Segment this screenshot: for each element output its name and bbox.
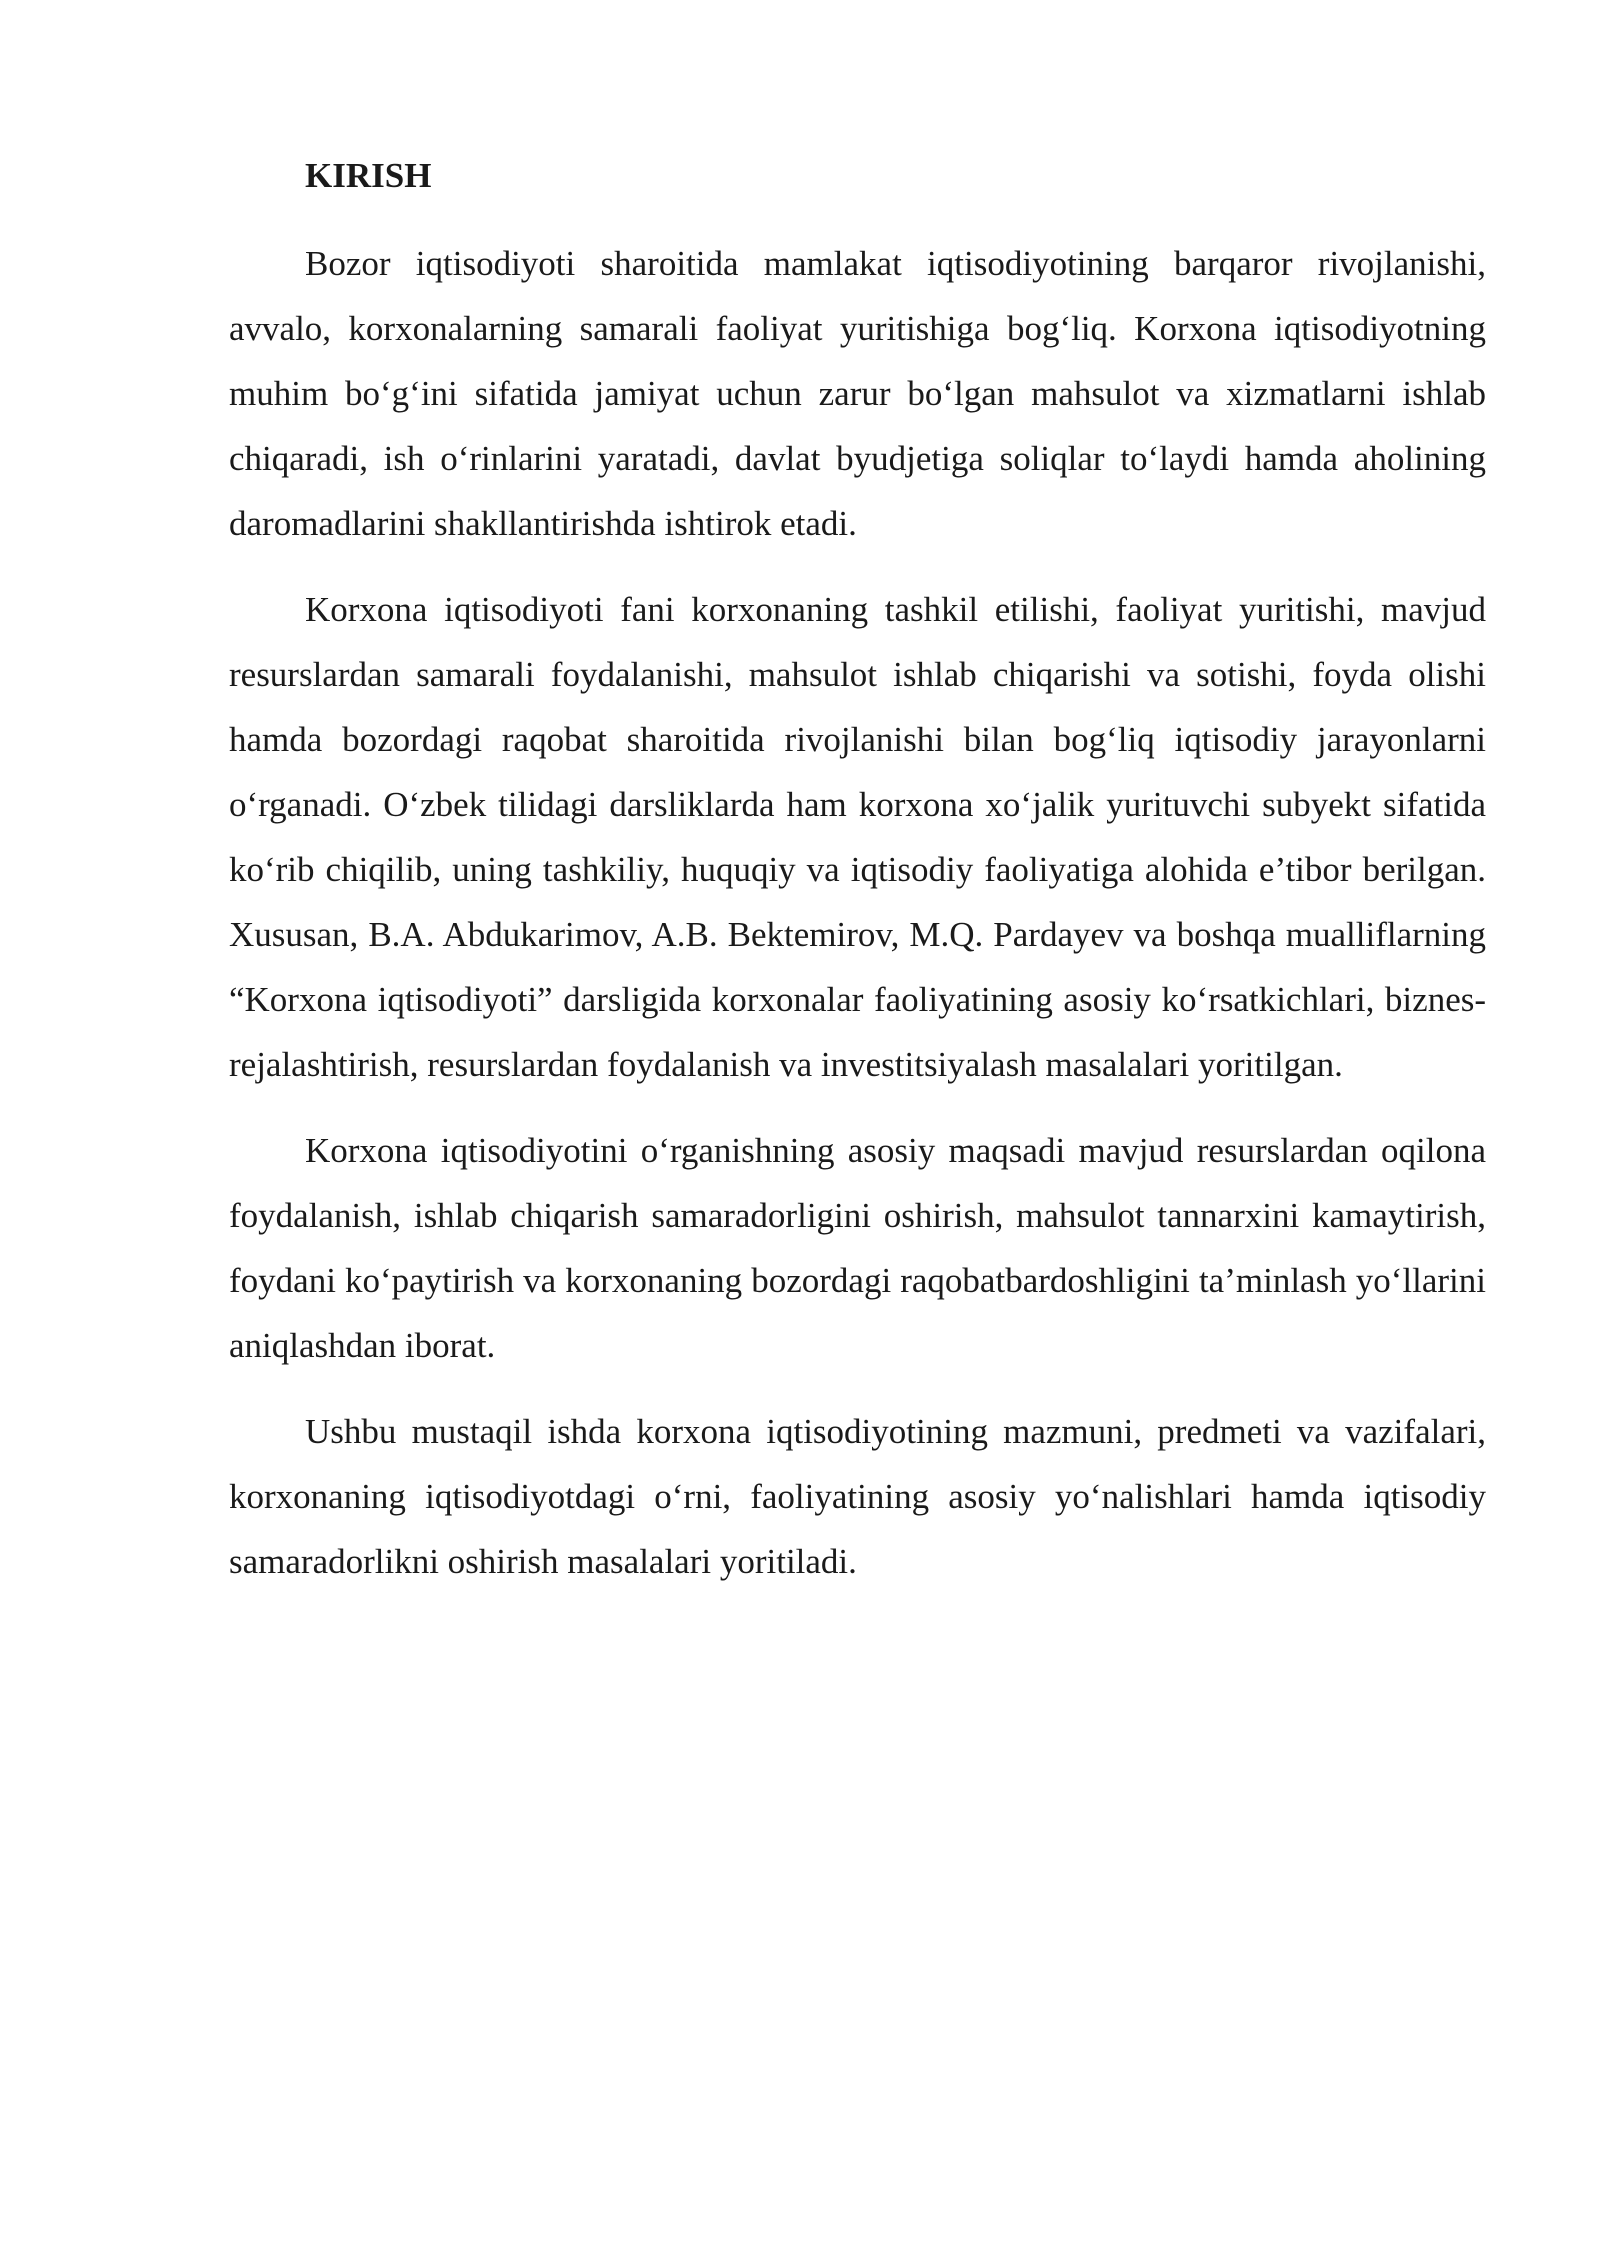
paragraph-3: Korxona iqtisodiyotini o‘rganishning asosiy maqsadi mavjud resurslardan oqilona foydalanish, ishlab chiqarish samaradorligini oshirish, mahsulot tannarxini kamaytirish, foydani ko‘paytirish va korxonaning bozordagi raqobatbardoshligini ta’minlash yo‘llarini aniqlashdan iborat. [229, 1131, 1486, 1365]
paragraph-1: Bozor iqtisodiyoti sharoitida mamlakat iqtisodiyotining barqaror rivojlanishi, avvalo, korxonalarning samarali faoliyat yuritishiga bog‘liq. Korxona iqtisodiyotning muhim bo‘g‘ini sifatida jamiyat uchun zarur bo‘lgan mahsulot va xizmatlarni ishlab chiqaradi, ish o‘rinlarini yaratadi, davlat byudjetiga soliqlar to‘laydi hamda aholining daromadlarini shakllantirishda ishtirok etadi. [229, 244, 1486, 543]
paragraph-4: Ushbu mustaqil ishda korxona iqtisodiyotining mazmuni, predmeti va vazifalari, korxonaning iqtisodiyotdagi o‘rni, faoliyatining asosiy yo‘nalishlari hamda iqtisodiy samaradorlikni oshirish masalalari yoritiladi. [229, 1412, 1486, 1581]
section-heading: KIRISH [305, 156, 432, 195]
document-body [229, 146, 1486, 1594]
paragraph-2: Korxona iqtisodiyoti fani korxonaning tashkil etilishi, faoliyat yuritishi, mavjud resurslardan samarali foydalanishi, mahsulot ishlab chiqarishi va sotishi, foyda olishi hamda bozordagi raqobat sharoitida rivojlanishi bilan bog‘liq iqtisodiy jarayonlarni o‘rganadi. O‘zbek tilidagi darsliklarda ham korxona xo‘jalik yurituvchi subyekt sifatida ko‘rib chiqilib, uning tashkiliy, huquqiy va iqtisodiy faoliyatiga alohida e’tibor berilgan. Xususan, B.A. Abdukarimov, A.B. Bektemirov, M.Q. Pardayev va boshqa mualliflarning “Korxona iqtisodiyoti” darsligida korxonalar faoliyatining asosiy ko‘rsatkichlari, biznes-rejalashtirish, resurslardan foydalanish va investitsiyalash masalalari yoritilgan. [229, 590, 1486, 1084]
